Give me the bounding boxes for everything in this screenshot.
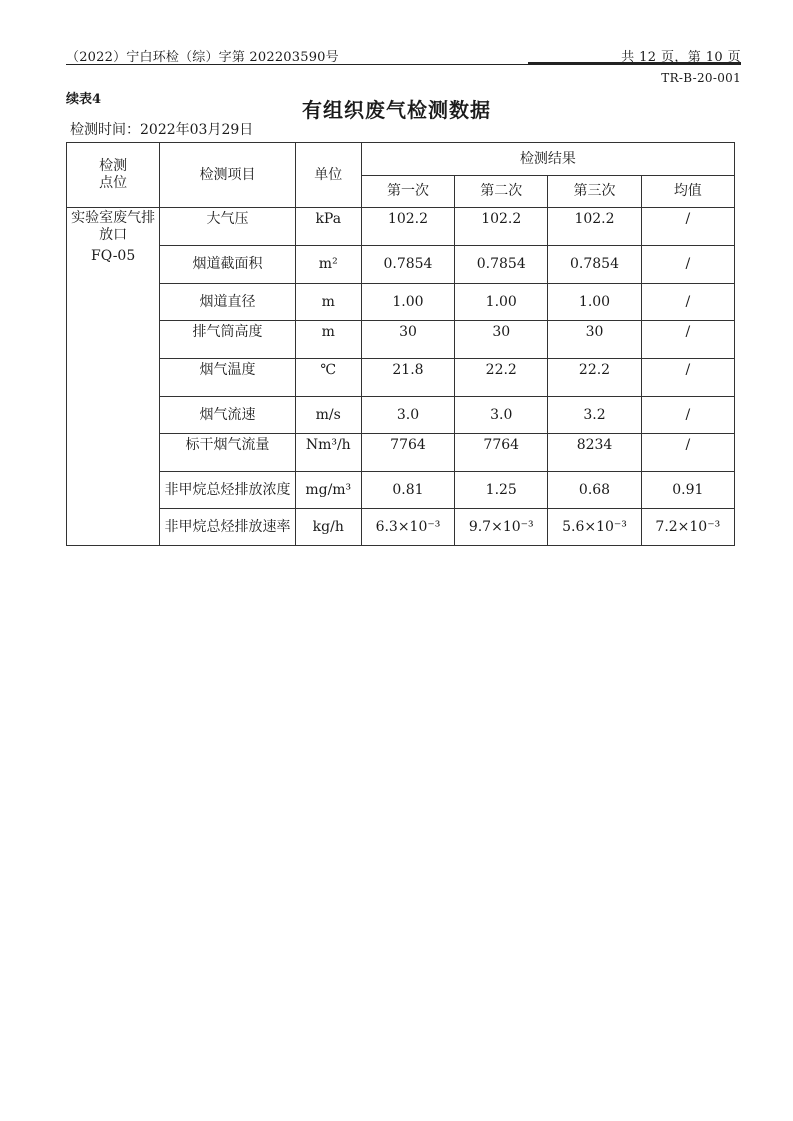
table-row (67, 321, 735, 359)
row-run-1: 0.7854 (361, 246, 454, 284)
row-average: / (641, 208, 734, 246)
table-row (67, 359, 735, 397)
header-results: 检测结果 (361, 143, 734, 176)
row-run-2: 0.7854 (455, 246, 548, 284)
site-code: FQ-05 (91, 248, 136, 264)
row-run-2: 1.25 (455, 472, 548, 509)
row-unit: m/s (295, 397, 361, 434)
row-run-3: 30 (548, 321, 641, 359)
row-average: / (641, 397, 734, 434)
row-run-3: 0.68 (548, 472, 641, 509)
row-run-1: 0.81 (361, 472, 454, 509)
row-run-3: 1.00 (548, 284, 641, 321)
header-item: 检测项目 (160, 143, 295, 208)
row-run-2: 1.00 (455, 284, 548, 321)
table-row (67, 284, 735, 321)
continued-table-label: 续表4 (66, 92, 102, 107)
table-row (67, 472, 735, 509)
page-title: 有组织废气检测数据 (302, 98, 491, 122)
table-row (67, 434, 735, 472)
header-average: 均值 (641, 176, 734, 208)
table-row (67, 397, 735, 434)
row-run-2: 9.7×10⁻³ (455, 509, 548, 546)
row-item: 排气筒高度 (160, 321, 295, 359)
row-average: / (641, 246, 734, 284)
report-number: （2022）宁白环检（综）字第 202203590号 (66, 50, 339, 65)
row-run-1: 3.0 (361, 397, 454, 434)
header-divider-accent (528, 62, 741, 64)
row-unit: m² (295, 246, 361, 284)
row-unit: m (295, 284, 361, 321)
header-divider (66, 64, 741, 65)
emission-data-table (66, 142, 735, 546)
row-run-1: 102.2 (361, 208, 454, 246)
row-item: 非甲烷总烃排放浓度 (160, 472, 295, 509)
site-name: 实验室废气排放口 (71, 210, 156, 243)
header-run-1: 第一次 (361, 176, 454, 208)
row-run-1: 21.8 (361, 359, 454, 397)
table-row (67, 208, 735, 246)
row-run-1: 6.3×10⁻³ (361, 509, 454, 546)
row-unit: kPa (295, 208, 361, 246)
row-unit: m (295, 321, 361, 359)
row-average: 7.2×10⁻³ (641, 509, 734, 546)
test-time: 检测时间：2022年03月29日 (70, 122, 254, 138)
row-item: 烟气温度 (160, 359, 295, 397)
row-item: 烟气流速 (160, 397, 295, 434)
header-unit: 单位 (295, 143, 361, 208)
row-run-2: 102.2 (455, 208, 548, 246)
row-average: 0.91 (641, 472, 734, 509)
row-item: 标干烟气流量 (160, 434, 295, 472)
row-run-3: 102.2 (548, 208, 641, 246)
row-run-2: 22.2 (455, 359, 548, 397)
row-run-3: 22.2 (548, 359, 641, 397)
header-run-3: 第三次 (548, 176, 641, 208)
row-run-1: 1.00 (361, 284, 454, 321)
row-run-1: 30 (361, 321, 454, 359)
row-run-1: 7764 (361, 434, 454, 472)
row-run-3: 3.2 (548, 397, 641, 434)
header-site (67, 143, 160, 208)
row-run-3: 8234 (548, 434, 641, 472)
row-item: 烟道截面积 (160, 246, 295, 284)
site-cell (67, 208, 160, 546)
page-info: 共 12 页，第 10 页 (621, 50, 741, 65)
header-site-line1: 检测 (99, 158, 128, 174)
row-run-3: 5.6×10⁻³ (548, 509, 641, 546)
row-item: 非甲烷总烃排放速率 (160, 509, 295, 546)
row-average: / (641, 284, 734, 321)
row-run-2: 3.0 (455, 397, 548, 434)
table-row (67, 246, 735, 284)
header-site-line2: 点位 (99, 175, 128, 191)
row-average: / (641, 359, 734, 397)
row-run-2: 7764 (455, 434, 548, 472)
row-average: / (641, 434, 734, 472)
row-item: 烟道直径 (160, 284, 295, 321)
row-item: 大气压 (160, 208, 295, 246)
row-run-2: 30 (455, 321, 548, 359)
table-row (67, 509, 735, 546)
row-average: / (641, 321, 734, 359)
row-run-3: 0.7854 (548, 246, 641, 284)
row-unit: kg/h (295, 509, 361, 546)
document-code: TR-B-20-001 (661, 71, 741, 85)
row-unit: Nm³/h (295, 434, 361, 472)
row-unit: mg/m³ (295, 472, 361, 509)
row-unit: ℃ (295, 359, 361, 397)
header-run-2: 第二次 (455, 176, 548, 208)
